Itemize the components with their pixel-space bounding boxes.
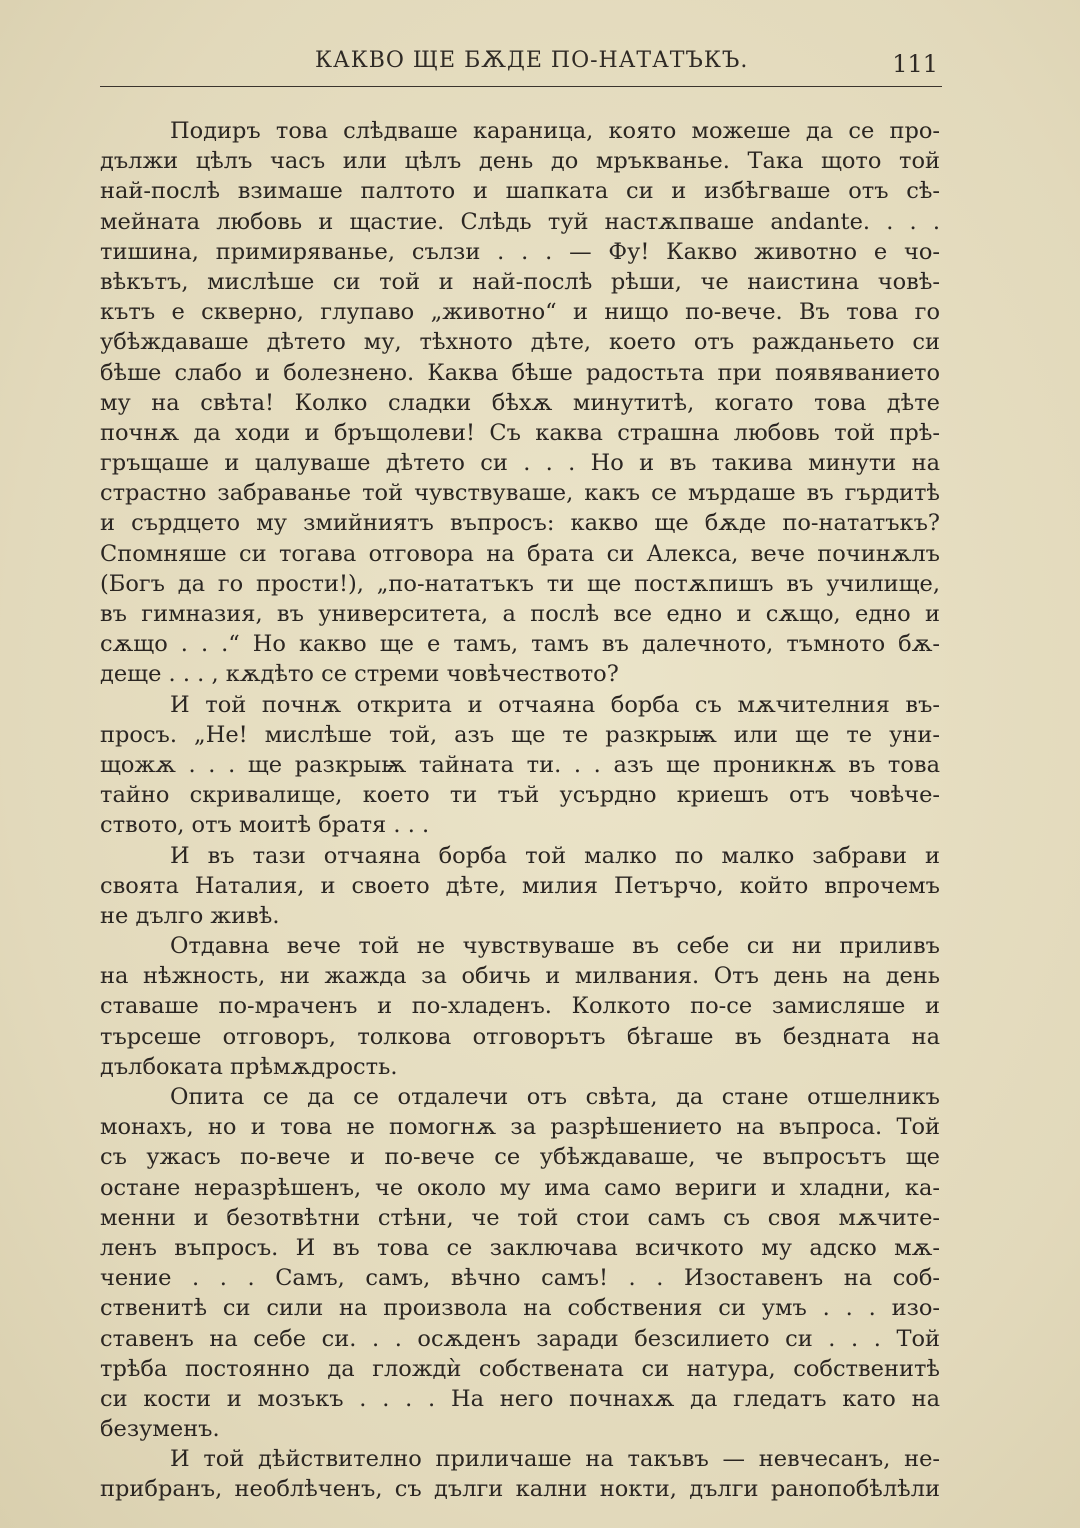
text-line: вѣкътъ, мислѣше си той и най-послѣ рѣши, че наистина човѣ- [100, 268, 940, 295]
text-line: мейната любовь и щастие. Слѣдь туй настѫпваше andante. . . . [100, 208, 940, 235]
text-line: остане неразрѣшенъ, че около му има само вериги и хладни, ка- [100, 1174, 940, 1201]
text-line: съ ужасъ по-вече и по-вече се убѣждаваше, че въпросътъ ще [100, 1144, 940, 1171]
text-line: и сърдцето му змийниятъ въпросъ: какво ще бѫде по-нататъкъ? [100, 510, 940, 537]
text-line: страстно забраванье той чувствуваше, какъ се мърдаше въ гърдитѣ [100, 480, 940, 507]
text-line: прибранъ, необлѣченъ, съ дълги кални нокти, дълги ранопобѣлѣли [100, 1476, 940, 1503]
text-line: сѫщо . . .“ Но какво ще е тамъ, тамъ въ далечното, тъмното бѫ- [100, 631, 940, 658]
text-line: Спомняше си тогава отговора на брата си Алекса, вече починѫлъ [100, 540, 940, 567]
running-title: КАКВО ЩЕ БѪДЕ ПО-НАТАТЪКЪ. [315, 48, 749, 73]
text-line: му на свѣта! Колко сладки бѣхѫ минутитѣ, когато това дѣте [100, 389, 940, 416]
text-line: дължи цѣлъ часъ или цѣлъ день до мръкванье. Така щото той [100, 148, 940, 175]
text-line: ството, отъ моитѣ братя . . . [100, 812, 430, 839]
text-line: най-послѣ взимаше палтото и шапката си и избѣгваше отъ сѣ- [100, 178, 940, 205]
text-line: Подиръ това слѣдваше караница, която можеше да се про- [170, 118, 940, 144]
text-line: на нѣжность, ни жажда за обичь и милвания. Отъ день на день [100, 963, 940, 990]
text-line: монахъ, но и това не помогнѫ за разрѣшението на въпроса. Той [100, 1114, 940, 1141]
text-line: своята Наталия, и своето дѣте, милия Петърчо, който впрочемъ [100, 872, 940, 899]
text-line: тайно скривалище, което ти тъй усърдно криешъ отъ човѣче- [100, 782, 940, 809]
text-line: Отдавна вече той не чувствуваше въ себе си ни приливъ [170, 933, 940, 960]
text-line: деще . . . , кѫдѣто се стреми човѣчеството? [100, 661, 619, 688]
body-text [100, 116, 940, 1505]
text-line: И той дѣйствително приличаше на такъвъ — невчесанъ, не- [170, 1446, 940, 1473]
text-line: просъ. „Не! мислѣше той, азъ ще те разкрыѭ или ще те уни- [100, 721, 940, 748]
text-line: менни и безотвѣтни стѣни, че той стои самъ съ своя мѫчите- [100, 1204, 940, 1231]
text-line: въ гимназия, въ университета, а послѣ все едно и сѫщо, едно и [100, 601, 940, 627]
header-rule [100, 86, 942, 87]
text-line: И въ тази отчаяна борба той малко по малко забрави и [170, 842, 940, 869]
text-line: трѣба постоянно да глождѝ собствената си натура, собственитѣ [100, 1355, 940, 1382]
text-line: си кости и мозъкъ . . . . На него почнахѫ да гледатъ като на [100, 1385, 940, 1412]
text-line: щожѫ . . . ще разкрыѭ тайната ти. . . азъ ще проникнѫ въ това [100, 751, 940, 778]
text-line: ставенъ на себе си. . . осѫденъ заради безсилието си . . . Той [100, 1325, 940, 1352]
text-line: търсеше отговоръ, толкова отговорътъ бѣгаше въ бездната на [100, 1023, 940, 1050]
text-line: чение . . . Самъ, самъ, вѣчно самъ! . . Изоставенъ на соб- [100, 1265, 940, 1292]
text-line: бѣше слабо и болезнено. Каква бѣше радостьта при появяванието [100, 359, 940, 386]
text-line: ленъ въпросъ. И въ това се заключава всичкото му адско мѫ- [100, 1234, 940, 1261]
text-line: Опита се да се отдалечи отъ свѣта, да стане отшелникъ [170, 1084, 940, 1110]
text-line: ственитѣ си сили на произвола на собствения си умъ . . . изо- [100, 1295, 940, 1322]
text-line: тишина, примиряванье, сълзи . . . — Фу! Какво животно е чо- [100, 238, 940, 265]
text-line: гръщаше и цалуваше дѣтето си . . . Но и въ такива минути на [100, 450, 940, 477]
text-line: почнѫ да ходи и бръщолеви! Съ каква страшна любовь той прѣ- [100, 419, 940, 446]
text-line: не дълго живѣ. [100, 902, 280, 929]
text-line: безуменъ. [100, 1416, 220, 1443]
text-line: (Богъ да го прости!), „по-нататъкъ ти ще постѫпишъ въ училище, [100, 570, 940, 597]
text-line: ставаше по-мраченъ и по-хладенъ. Колкото по-се замисляше и [100, 993, 940, 1020]
page-header [100, 46, 940, 86]
text-line: И той почнѫ открита и отчаяна борба съ мѫчителния въ- [170, 691, 940, 718]
text-line: дълбоката прѣмѫдрость. [100, 1053, 398, 1080]
page-number: 111 [892, 50, 938, 78]
text-line: кътъ е скверно, глупаво „животно“ и нищо по-вече. Въ това го [100, 299, 940, 326]
text-line: убѣждаваше дѣтето му, тѣхното дѣте, което отъ ражданьето си [100, 329, 940, 356]
